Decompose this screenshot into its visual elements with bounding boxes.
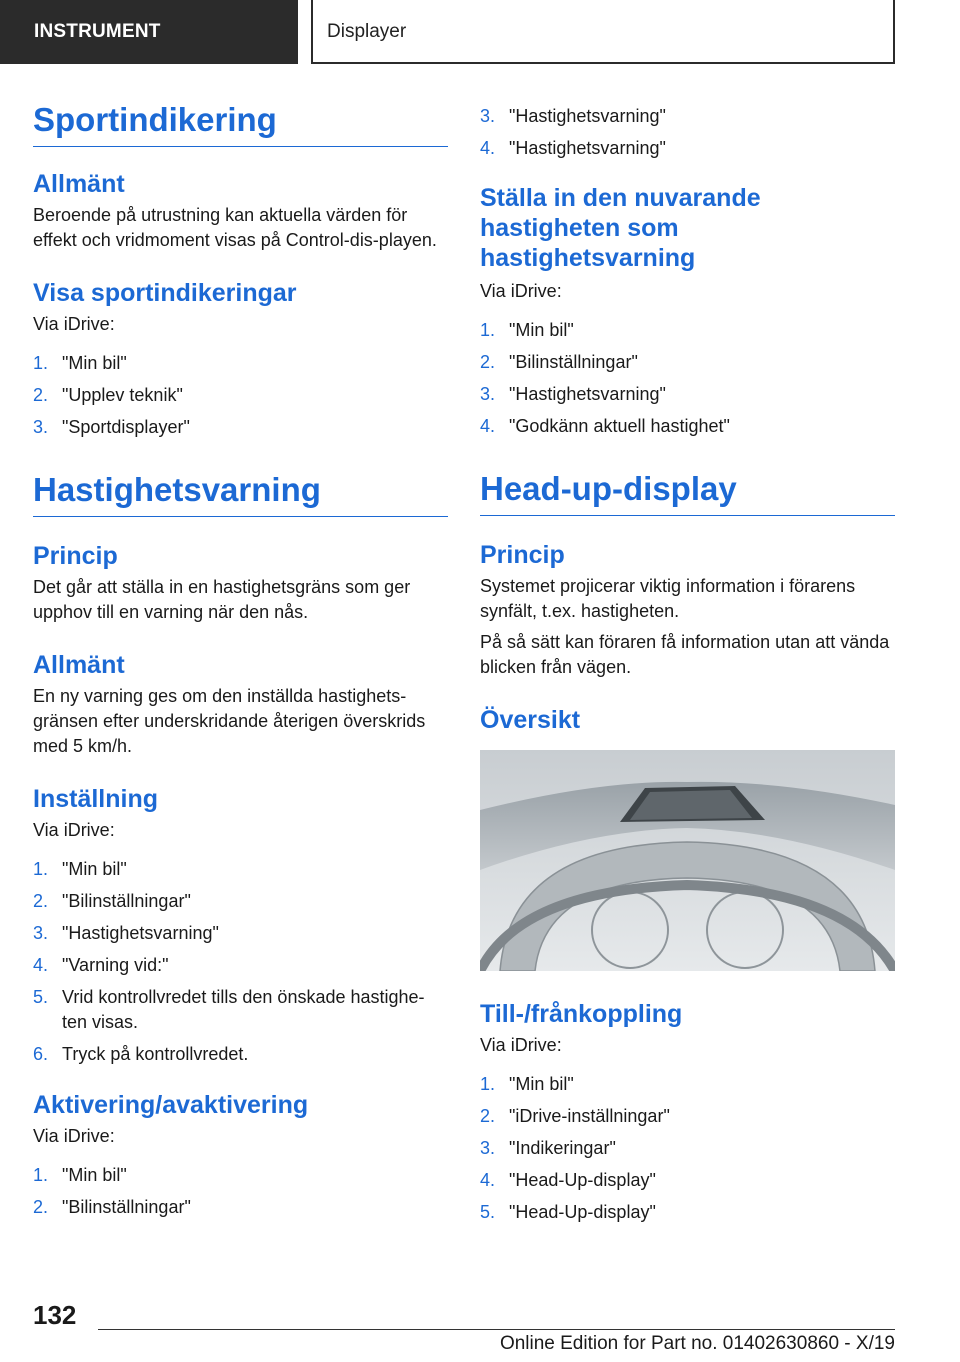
list-item: 2. "Upplev teknik" bbox=[33, 385, 183, 405]
heading-sport-show: Visa sportindikeringar bbox=[33, 279, 297, 307]
list-item: 3. "Hastighetsvarning" bbox=[33, 923, 219, 943]
heading-overview: Översikt bbox=[480, 706, 581, 734]
list-item: 4. "Varning vid:" bbox=[33, 955, 169, 975]
heading-current-speed: Ställa in den nuvarande hastigheten som hastighetsvarning bbox=[480, 184, 761, 272]
heading-onoff: Till-/frånkoppling bbox=[480, 1000, 683, 1028]
heading-general: Allmänt bbox=[33, 651, 125, 679]
via-sport-show: Via iDrive: bbox=[33, 314, 115, 334]
list-item: 5. Vrid kontrollvredet tills den önskade hastighe-ten visas. bbox=[33, 987, 425, 1032]
list-item: 1. "Min bil" bbox=[33, 353, 127, 373]
footer-divider bbox=[98, 1329, 895, 1330]
steps-activation-continued bbox=[480, 104, 895, 161]
list-item: 4. "Godkänn aktuell hastighet" bbox=[480, 416, 730, 436]
list-item: 1. "Min bil" bbox=[33, 859, 127, 879]
list-item: 3. "Hastighetsvarning" bbox=[480, 106, 666, 126]
left-column bbox=[33, 100, 448, 1227]
list-item: 2. "Bilinställningar" bbox=[33, 1197, 191, 1217]
list-item: 3. "Sportdisplayer" bbox=[33, 417, 190, 437]
section-title-sport: Sportindikering bbox=[33, 100, 448, 147]
heading-hud-principle: Princip bbox=[480, 541, 565, 569]
section-title-speed: Hastighetsvarning bbox=[33, 470, 448, 517]
steps-setting bbox=[33, 857, 448, 1067]
paragraph-sport-general: Beroende på utrustning kan aktuella värden för effekt och vridmoment visas på Control-dis-playen. bbox=[33, 205, 437, 250]
via-current-speed: Via iDrive: bbox=[480, 281, 562, 301]
via-onoff: Via iDrive: bbox=[480, 1035, 562, 1055]
heading-sport-general: Allmänt bbox=[33, 170, 125, 198]
heading-activation: Aktivering/avaktivering bbox=[33, 1091, 309, 1119]
steps-sport-show bbox=[33, 351, 448, 440]
steps-current-speed bbox=[480, 318, 895, 439]
hud-dashboard-illustration bbox=[480, 750, 895, 971]
steps-onoff bbox=[480, 1072, 895, 1225]
footer-edition: Online Edition for Part no. 01402630860 - X/19 bbox=[499, 1333, 895, 1354]
heading-principle: Princip bbox=[33, 542, 118, 570]
paragraph-principle: Det går att ställa in en hastighetsgräns som ger upphov till en varning när den nås. bbox=[33, 577, 411, 622]
list-item: 1. "Min bil" bbox=[480, 320, 574, 340]
list-item: 4. "Head-Up-display" bbox=[480, 1170, 656, 1190]
via-activation: Via iDrive: bbox=[33, 1126, 115, 1146]
paragraph-hud-principle-2: På så sätt kan föraren få information utan att vända blicken från vägen. bbox=[480, 632, 890, 677]
dashboard-drawing bbox=[480, 750, 895, 971]
list-item: 5. "Head-Up-display" bbox=[480, 1202, 656, 1222]
page-header bbox=[0, 0, 960, 68]
page-number: 132 bbox=[33, 1300, 77, 1330]
via-setting: Via iDrive: bbox=[33, 820, 115, 840]
list-item: 3. "Hastighetsvarning" bbox=[480, 384, 666, 404]
paragraph-hud-principle-1: Systemet projicerar viktig information i förarens synfält, t.ex. hastigheten. bbox=[480, 576, 856, 621]
right-column bbox=[480, 100, 895, 1232]
list-item: 1. "Min bil" bbox=[480, 1074, 574, 1094]
paragraph-general: En ny varning ges om den inställda hastighets-gränsen efter underskridande återigen överskrids med 5 km/h. bbox=[33, 686, 426, 756]
section-tab: INSTRUMENT bbox=[0, 0, 298, 64]
section-title-hud: Head-up-display bbox=[480, 469, 895, 516]
list-item: 3. "Indikeringar" bbox=[480, 1138, 616, 1158]
list-item: 1. "Min bil" bbox=[33, 1165, 127, 1185]
list-item: 6. Tryck på kontrollvredet. bbox=[33, 1044, 249, 1064]
list-item: 2. "Bilinställningar" bbox=[33, 891, 191, 911]
list-item: 4. "Hastighetsvarning" bbox=[480, 138, 666, 158]
steps-activation bbox=[33, 1163, 448, 1220]
chapter-tab: Displayer bbox=[311, 0, 895, 64]
list-item: 2. "Bilinställningar" bbox=[480, 352, 638, 372]
heading-setting: Inställning bbox=[33, 785, 158, 813]
list-item: 2. "iDrive-inställningar" bbox=[480, 1106, 670, 1126]
